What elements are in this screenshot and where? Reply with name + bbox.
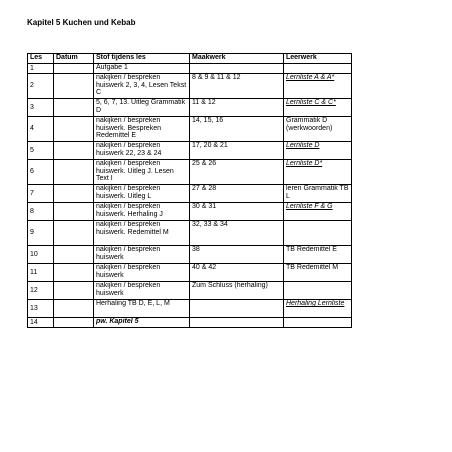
table-row [28,221,352,246]
cell-maakwerk: Zum Schluss (herhaling) [190,282,284,300]
cell-datum [54,64,94,74]
cell-datum [54,185,94,203]
cell-leerwerk: Herhaling Lernliste [284,300,352,318]
cell-stof: nakijken / bespreken huiswerk. Herhaling J [94,203,190,221]
cell-maakwerk: 30 & 31 [190,203,284,221]
cell-datum [54,318,94,328]
lesson-schedule-table [27,53,352,328]
cell-les: 14 [28,318,54,328]
header-leerwerk: Leerwerk [284,54,352,64]
cell-maakwerk: 32, 33 & 34 [190,221,284,246]
cell-les: 4 [28,117,54,142]
cell-maakwerk: 14, 15, 16 [190,117,284,142]
cell-datum [54,264,94,282]
cell-leerwerk: leren Grammatik TB L [284,185,352,203]
cell-les: 9 [28,221,54,246]
cell-maakwerk: 40 & 42 [190,264,284,282]
cell-stof: nakijken / bespreken huiswerk. Uitleg J. Lesen Text I [94,160,190,185]
cell-les: 8 [28,203,54,221]
cell-stof: nakijken / bespreken huiswerk. Redemittel M [94,221,190,246]
header-datum: Datum [54,54,94,64]
cell-leerwerk: Lernliste A & A* [284,74,352,99]
cell-stof: nakijken / bespreken huiswerk 22, 23 & 24 [94,142,190,160]
cell-maakwerk: 17, 20 & 21 [190,142,284,160]
cell-leerwerk [284,64,352,74]
cell-stof: Aufgabe 1 [94,64,190,74]
cell-maakwerk: 25 & 26 [190,160,284,185]
table-row [28,300,352,318]
cell-leerwerk: TB Redemittel M [284,264,352,282]
cell-leerwerk [284,282,352,300]
cell-leerwerk: Lernliste C & C* [284,99,352,117]
header-maakwerk: Maakwerk [190,54,284,64]
cell-datum [54,117,94,142]
cell-stof: 5, 6, 7, 13. Uitleg Grammatik D [94,99,190,117]
cell-leerwerk: Lernliste D* [284,160,352,185]
cell-les: 10 [28,246,54,264]
cell-datum [54,160,94,185]
table-row [28,142,352,160]
cell-leerwerk: Grammatik D (werkwoorden) [284,117,352,142]
cell-datum [54,142,94,160]
cell-datum [54,282,94,300]
table-row [28,160,352,185]
table-row [28,264,352,282]
cell-les: 13 [28,300,54,318]
cell-stof: nakijken / bespreken huiswerk. Uitleg L [94,185,190,203]
cell-leerwerk [284,221,352,246]
cell-stof: nakijken / bespreken huiswerk [94,264,190,282]
table-row [28,282,352,300]
header-stof: Stof tijdens les [94,54,190,64]
cell-stof: pw. Kapitel 5 [94,318,190,328]
cell-leerwerk: Lernliste F & G [284,203,352,221]
cell-stof: nakijken / bespreken huiswerk [94,246,190,264]
cell-les: 2 [28,74,54,99]
document-title: Kapitel 5 Kuchen und Kebab [27,18,136,27]
cell-les: 3 [28,99,54,117]
cell-datum [54,99,94,117]
header-les: Les [28,54,54,64]
table-row [28,246,352,264]
cell-stof: nakijken / bespreken huiswerk 2, 3, 4, Lesen Tekst C [94,74,190,99]
cell-stof: nakijken / bespreken huiswerk. Bespreken Redemittel E [94,117,190,142]
cell-les: 11 [28,264,54,282]
cell-les: 7 [28,185,54,203]
cell-maakwerk: 11 & 12 [190,99,284,117]
cell-datum [54,74,94,99]
cell-maakwerk [190,64,284,74]
cell-maakwerk [190,300,284,318]
cell-maakwerk [190,318,284,328]
table-row [28,99,352,117]
table-row [28,318,352,328]
cell-leerwerk: Lernliste D [284,142,352,160]
cell-datum [54,203,94,221]
table-row [28,74,352,99]
cell-maakwerk: 38 [190,246,284,264]
cell-les: 6 [28,160,54,185]
cell-maakwerk: 8 & 9 & 11 & 12 [190,74,284,99]
cell-leerwerk [284,318,352,328]
table-row [28,64,352,74]
cell-datum [54,246,94,264]
cell-les: 5 [28,142,54,160]
table-row [28,117,352,142]
cell-datum [54,300,94,318]
table-row [28,203,352,221]
cell-stof: nakijken / bespreken huiswerk [94,282,190,300]
cell-leerwerk: TB Redemittel E [284,246,352,264]
table-row [28,185,352,203]
table-header-row [28,54,352,64]
cell-maakwerk: 27 & 28 [190,185,284,203]
cell-stof: Herhaling TB D, E, L, M [94,300,190,318]
cell-les: 12 [28,282,54,300]
cell-datum [54,221,94,246]
cell-les: 1 [28,64,54,74]
